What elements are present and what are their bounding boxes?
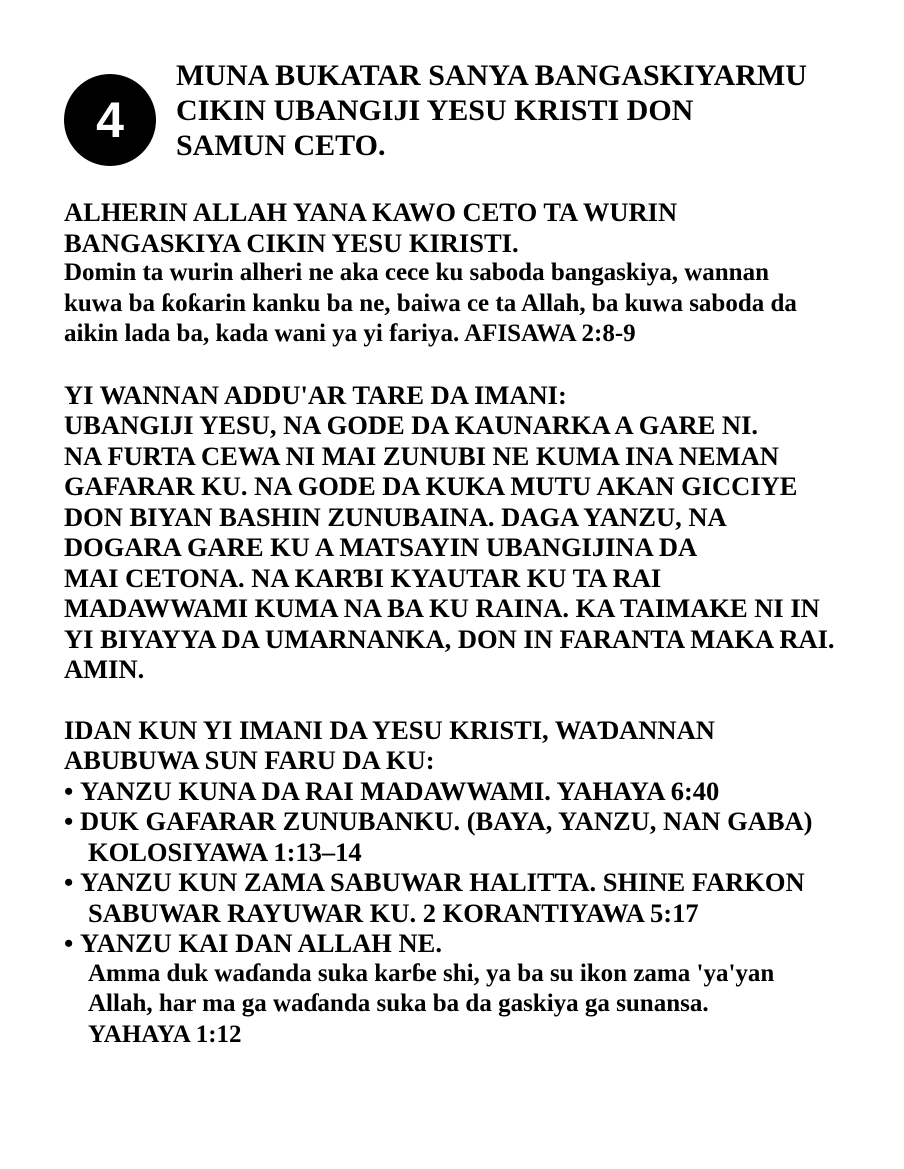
grace-verse-line: Domin ta wurin alheri ne aka cece ku saboda bangaskiya, wannan (64, 259, 769, 286)
benefits-section (64, 715, 854, 1051)
benefit-item (64, 776, 854, 807)
grace-verse-line: kuwa ba ƙoƙarin kanku ba ne, baiwa ce ta Allah, ba kuwa saboda da (64, 289, 797, 317)
grace-verse-line: aikin lada ba, kada wani ya yi fariya. AFISAWA 2:8-9 (64, 320, 636, 347)
benefit-item (64, 867, 854, 928)
heading-line: SAMUN CETO. (176, 129, 386, 162)
benefit-reference: KOLOSIYAWA 1:13–14 (88, 836, 362, 867)
prayer-line: MAI CETONA. NA KARƁI KYAUTAR KU TA RAI (64, 562, 662, 593)
heading-line: MUNA BUKATAR SANYA BANGASKIYARMU (176, 59, 807, 92)
prayer-line: GAFARAR KU. NA GODE DA KUKA MUTU AKAN GICCIYE (64, 471, 798, 501)
prayer-line: DOGARA GARE KU A MATSAYIN UBANGIJINA DA (64, 532, 698, 562)
prayer-line: MADAWWAMI KUMA NA BA KU RAINA. KA TAIMAKE NI IN (64, 593, 820, 623)
grace-section (64, 197, 854, 350)
prayer-line: NA FURTA CEWA NI MAI ZUNUBI NE KUMA INA NEMAN (64, 440, 779, 471)
benefit-text: • YANZU KUNA DA RAI MADAWWAMI. YAHAYA 6:40 (80, 775, 720, 806)
benefit-text: • YANZU KUN ZAMA SABUWAR HALITTA. SHINE FARKON (80, 867, 805, 897)
heading-line: CIKIN UBANGIJI YESU KRISTI DON (176, 94, 694, 127)
prayer-line: UBANGIJI YESU, NA GODE DA KAUNARKA A GARE NI. (64, 410, 759, 440)
benefit-text: • DUK GAFARAR ZUNUBANKU. (BAYA, YANZU, NAN GABA) (80, 806, 813, 836)
prayer-line: AMIN. (64, 654, 145, 684)
grace-title-line: BANGASKIYA CIKIN YESU KIRISTI. (64, 227, 519, 258)
benefit-quote-line: Allah, har ma ga waɗanda suka ba da gaskiya ga sunansa. (88, 990, 709, 1017)
page-content (64, 197, 854, 1050)
step-number: 4 (96, 92, 124, 148)
prayer-title: YI WANNAN ADDU'AR TARE DA IMANI: (64, 379, 567, 410)
benefit-reference: SABUWAR RAYUWAR KU. 2 KORANTIYAWA 5:17 (88, 897, 699, 928)
prayer-line: YI BIYAYYA DA UMARNANKA, DON IN FARANTA MAKA RAI. (64, 623, 835, 654)
benefits-list (64, 776, 854, 1051)
prayer-section (64, 380, 854, 685)
benefits-title-line: ABUBUWA SUN FARU DA KU: (64, 745, 435, 775)
grace-title-line: ALHERIN ALLAH YANA KAWO CETO TA WURIN (64, 197, 678, 227)
prayer-line: DON BIYAN BASHIN ZUNUBAINA. DAGA YANZU, NA (64, 501, 727, 532)
benefit-text: • YANZU KAI DAN ALLAH NE. (80, 928, 442, 958)
step-number-badge (64, 74, 156, 166)
benefit-quote-line: Amma duk waɗanda suka karɓe shi, ya ba su ikon zama 'ya'yan (88, 959, 775, 987)
step-heading (176, 58, 876, 163)
benefits-title-line: IDAN KUN YI IMANI DA YESU KRISTI, WAƊANNAN (64, 714, 715, 745)
benefit-quote-line: YAHAYA 1:12 (88, 1020, 242, 1048)
benefit-item (64, 806, 854, 867)
benefit-item (64, 928, 854, 1050)
